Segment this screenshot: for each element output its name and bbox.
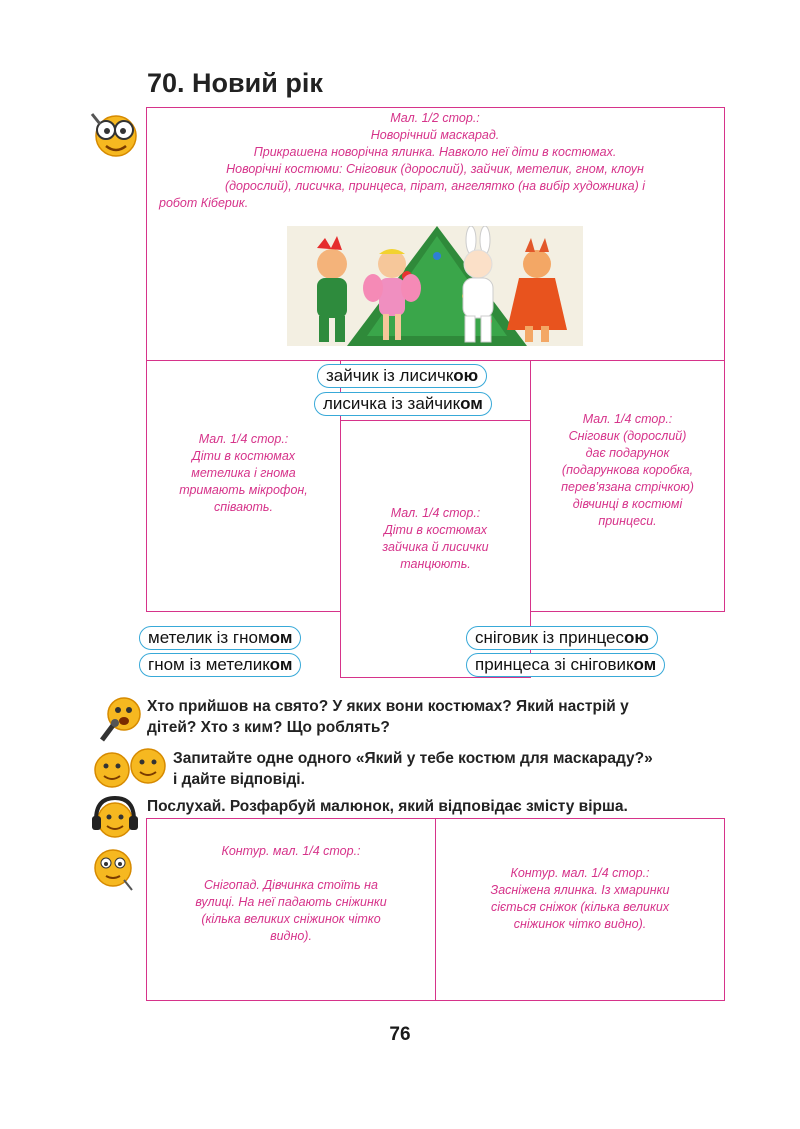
phrase-bubble: сніговик із принцесою [466, 626, 658, 650]
right-note-line: дає подарунок [585, 446, 670, 460]
left-note-line: метелика і гнома [191, 466, 296, 480]
two-smileys-icon [92, 744, 168, 792]
bottom-left-note-line: (кілька великих сніжинок чітко [201, 912, 381, 926]
center-note-line: Мал. 1/4 стор.: [390, 506, 481, 520]
question-block-1 [147, 696, 629, 738]
top-note-line: Новорічні костюми: Сніговик (дорослий), зайчик, метелик, гном, клоун [226, 162, 644, 176]
question-line: дітей? Хто з ким? Що роблять? [147, 719, 390, 736]
page-title: 70. Новий рік [147, 68, 323, 98]
headphones-smiley-icon [90, 794, 140, 842]
listening-smiley-icon [88, 844, 138, 892]
right-note-line: принцеси. [598, 514, 657, 528]
right-illustration-panel [530, 360, 725, 612]
left-note-line: Мал. 1/4 стор.: [198, 432, 289, 446]
phrase-bubble: лисичка із зайчиком [314, 392, 492, 416]
bottom-right-note-line: сіється сніжок (кілька великих [490, 900, 670, 914]
bottom-left-note-line: видно). [270, 929, 312, 943]
dancing-children-illustration [287, 226, 583, 346]
bottom-left-note-line: вулиці. На неї падають сніжинки [195, 895, 387, 909]
bottom-right-note-line: Засніжена ялинка. Із хмаринки [490, 883, 670, 897]
center-note-line: танцюють. [400, 557, 471, 571]
right-note-line: Мал. 1/4 стор.: [582, 412, 673, 426]
left-illustration-panel [146, 360, 341, 612]
right-note-line: перев’язана стрічкою) [561, 480, 694, 494]
top-note-line: Новорічний маскарад. [370, 128, 500, 142]
left-note-line: тримають мікрофон, [179, 483, 308, 497]
phrase-bubble: метелик із гномом [139, 626, 301, 650]
bottom-right-coloring-panel [435, 818, 725, 1001]
right-note-line: (подарункова коробка, [561, 463, 694, 477]
top-note-line: Прикрашена новорічна ялинка. Навколо неї діти в костюмах. [253, 145, 617, 159]
bottom-left-note-line: Контур. мал. 1/4 стор.: [221, 844, 361, 858]
phrase-bubble: гном із метеликом [139, 653, 301, 677]
question-line: Хто прийшов на свято? У яких вони костюмах? Який настрій у [147, 698, 629, 715]
top-note-line: робот Кіберик. [159, 196, 249, 210]
bottom-right-note-line: Контур. мал. 1/4 стор.: [510, 866, 650, 880]
left-note-line: Діти в костюмах [191, 449, 296, 463]
bottom-left-note-line: Снігопад. Дівчинка стоїть на [204, 878, 378, 892]
left-note-line: співають. [214, 500, 273, 514]
top-note-line: (дорослий), лисичка, принцеса, пірат, ангелятко (на вибір художника) і [224, 179, 646, 193]
page-number: 76 [389, 1024, 411, 1045]
phrase-bubble: принцеса зі сніговиком [466, 653, 665, 677]
question-block-2 [173, 748, 653, 790]
right-note-line: дівчинці в костюмі [572, 497, 683, 511]
center-note-line: Діти в костюмах [383, 523, 488, 537]
bottom-left-coloring-panel [146, 818, 436, 1001]
center-note-line: зайчика й лисички [382, 540, 489, 554]
question-line: і дайте відповіді. [173, 771, 305, 788]
question-line-3: Послухай. Розфарбуй малюнок, який відповідає змісту вірша. [147, 798, 628, 815]
magnifier-smiley-icon [86, 108, 144, 160]
phrase-bubble: зайчик із лисичкою [317, 364, 487, 388]
right-note-line: Сніговик (дорослий) [568, 429, 687, 443]
microphone-smiley-icon [98, 694, 144, 744]
question-line: Запитайте одне одного «Який у тебе костюм для маскараду?» [173, 750, 653, 767]
top-note-line: Мал. 1/2 стор.: [390, 111, 480, 125]
bottom-right-note-line: сніжинок чітко видно). [513, 917, 647, 931]
